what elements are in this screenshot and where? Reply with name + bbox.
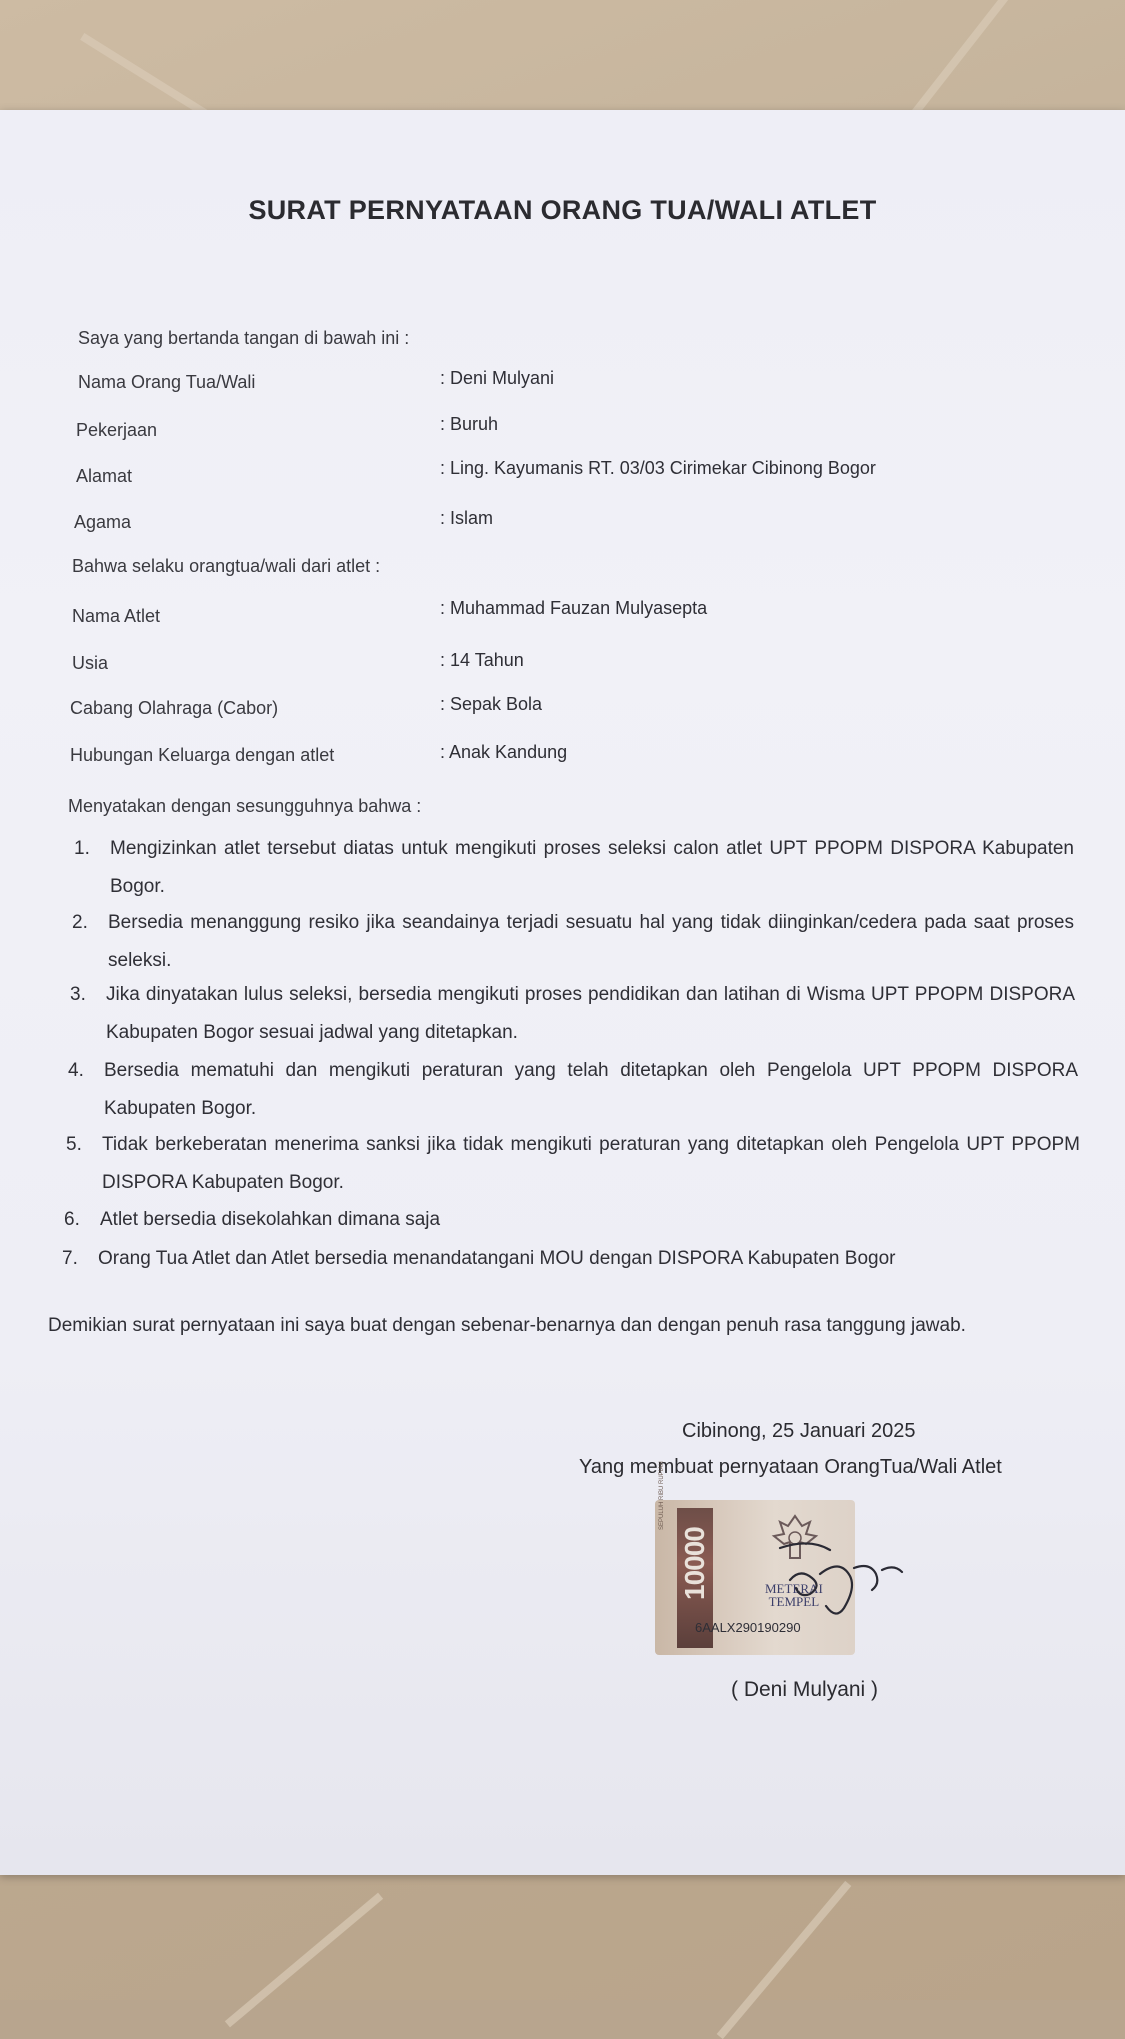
field-label: Agama (74, 512, 132, 532)
document-title: SURAT PERNYATAAN ORANG TUA/WALI ATLET (248, 195, 877, 225)
field-value: : Buruh (440, 414, 499, 434)
field-label: Pekerjaan (76, 420, 158, 440)
list-item (72, 904, 1072, 980)
item-number: 4. (68, 1060, 84, 1081)
item-text: Orang Tua Atlet dan Atlet bersedia menandatangani MOU dengan DISPORA Kabupaten Bogor (98, 1248, 896, 1269)
item-text: Jika dinyatakan lulus seleksi, bersedia mengikuti proses pendidikan dan latihan di Wisma UPT PPOPM DISPORA Kabupaten Bogor sesuai jadwal yang ditetapkan. (106, 984, 1075, 1043)
item-number: 2. (72, 912, 88, 933)
field-value: : Sepak Bola (440, 694, 543, 714)
signer-name: ( Deni Mulyani ) (731, 1678, 879, 1701)
list-item (68, 1052, 1078, 1128)
place-date: Cibinong, 25 Januari 2025 (682, 1420, 916, 1442)
field-value: : Deni Mulyani (440, 368, 555, 388)
field-value: : Muhammad Fauzan Mulyasepta (440, 598, 708, 618)
item-number: 7. (62, 1248, 78, 1269)
handwritten-signature (770, 1528, 920, 1638)
field-label: Nama Orang Tua/Wali (78, 372, 256, 392)
field-value: : Anak Kandung (440, 742, 568, 762)
item-number: 6. (64, 1209, 80, 1230)
list-item (74, 830, 1074, 906)
stamp-value: 10000 (679, 1527, 710, 1600)
intro-text: Saya yang bertanda tangan di bawah ini : (78, 328, 410, 348)
item-number: 3. (70, 984, 86, 1005)
item-text: Bersedia menanggung resiko jika seandainya terjadi sesuatu hal yang tidak diinginkan/cedera pada saat proses seleksi. (108, 912, 1074, 971)
field-label: Nama Atlet (72, 606, 161, 626)
field-value: : Islam (440, 508, 494, 528)
item-text: Tidak berkeberatan menerima sanksi jika tidak mengikuti peraturan yang ditetapkan oleh Pengelola UPT PPOPM DISPORA Kabupaten Bogor. (102, 1134, 1080, 1193)
field-label: Alamat (76, 466, 133, 486)
item-number: 1. (74, 838, 90, 859)
stamp-label-line2: TEMPEL (768, 1594, 820, 1609)
item-text: Atlet bersedia disekolahkan dimana saja (100, 1209, 441, 1230)
statement-intro-text: Menyatakan dengan sesungguhnya bahwa : (68, 796, 422, 816)
field-label: Hubungan Keluarga dengan atlet (70, 745, 335, 765)
list-item (70, 976, 1075, 1052)
signer-role: Yang membuat pernyataan OrangTua/Wali Atlet (579, 1456, 1002, 1478)
list-item (64, 1201, 1074, 1239)
field-label: Cabang Olahraga (Cabor) (70, 698, 279, 718)
item-text: Mengizinkan atlet tersebut diatas untuk mengikuti proses seleksi calon atlet UPT PPOPM DISPORA Kabupaten Bogor. (110, 838, 1074, 897)
closing-paragraph: Demikian surat pernyataan ini saya buat dengan sebenar-benarnya dan dengan penuh rasa tanggung jawab. (48, 1315, 966, 1336)
stamp-serial: 6AALX290190290 (695, 1620, 801, 1635)
list-item (66, 1126, 1080, 1202)
field-value: : 14 Tahun (440, 650, 524, 670)
stamp-label-line1: METERAI (765, 1581, 823, 1596)
list-item (62, 1240, 1074, 1278)
item-number: 5. (66, 1134, 82, 1155)
field-label: Usia (72, 653, 109, 673)
item-text: Bersedia mematuhi dan mengikuti peraturan yang telah ditetapkan oleh Pengelola UPT PPOPM DISPORA Kabupaten Bogor. (104, 1060, 1078, 1119)
field-value: : Ling. Kayumanis RT. 03/03 Cirimekar Cibinong Bogor (440, 458, 876, 478)
stamp-side-text: SEPULUH RIBU RUPIAH (659, 1461, 665, 1530)
athlete-intro-text: Bahwa selaku orangtua/wali dari atlet : (72, 556, 381, 576)
